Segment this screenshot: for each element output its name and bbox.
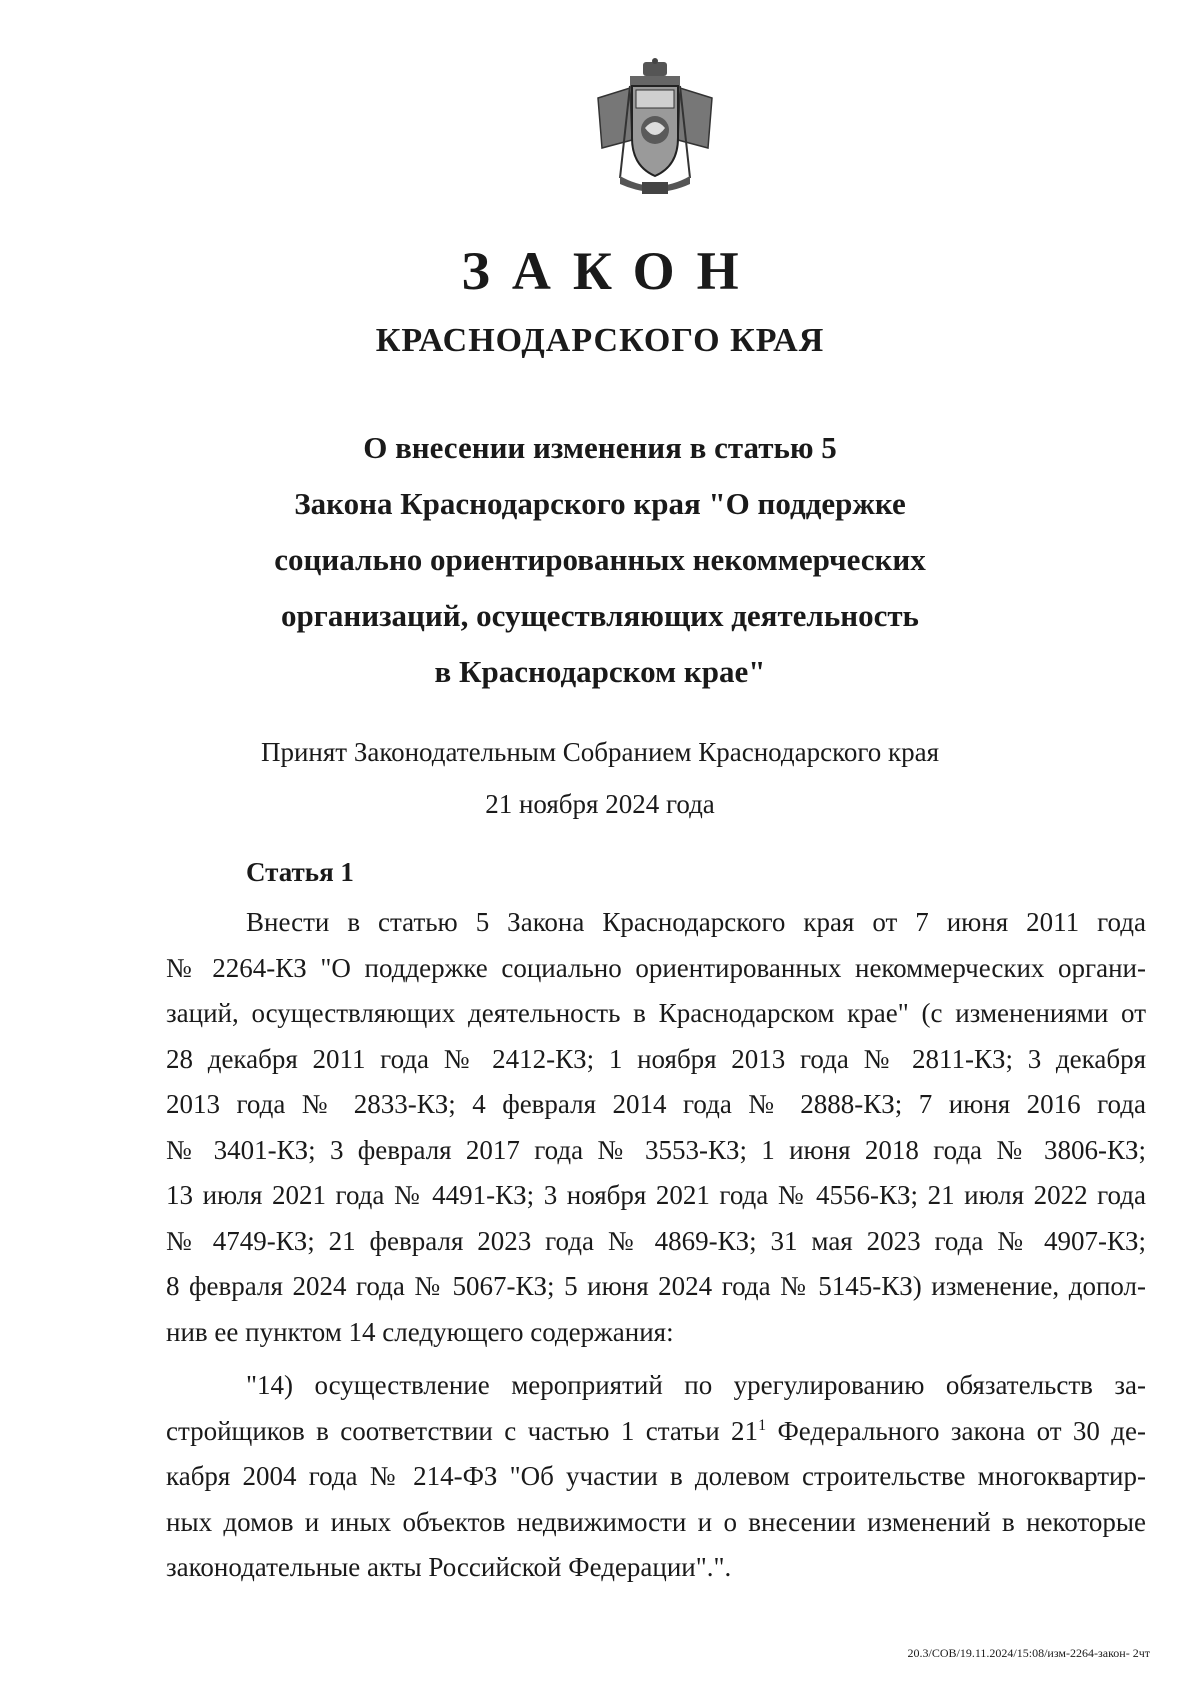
paragraph-line: 28 декабря 2011 года № 2412-КЗ; 1 ноября 2013 года № 2811-КЗ; 3 декабря (166, 1043, 1146, 1074)
krasnodar-coat-of-arms-icon (590, 58, 720, 198)
paragraph-line: Внести в статью 5 Закона Краснодарского края от 7 июня 2011 года (246, 907, 1146, 937)
paragraph-line: заций, осуществляющих деятельность в Краснодарском крае" (с изменениями от (166, 998, 1146, 1028)
law-title-line: организаций, осуществляющих деятельность (281, 598, 919, 633)
superscript-index: 1 (758, 1416, 767, 1434)
paragraph-line: кабря 2004 года № 214-ФЗ "Об участии в долевом строительстве многоквартир- (166, 1461, 1146, 1491)
paragraph-line: № 4749-КЗ; 21 февраля 2023 года № 4869-КЗ; 31 мая 2023 года № 4907-КЗ; (166, 1225, 1146, 1256)
law-title (0, 420, 1200, 700)
paragraph-line: законодательные акты Российской Федерации".". (166, 1552, 732, 1582)
law-title-line: О внесении изменения в статью 5 (363, 430, 837, 465)
article-heading: Статья 1 (246, 857, 354, 887)
paragraph-line: 13 июля 2021 года № 4491-КЗ; 3 ноября 2021 года № 4556-КЗ; 21 июля 2022 года (166, 1180, 1146, 1210)
law-title-line: социально ориентированных некоммерческих (274, 542, 926, 577)
paragraph-line: 2013 года № 2833-КЗ; 4 февраля 2014 года № 2888-КЗ; 7 июня 2016 года (166, 1089, 1146, 1119)
adoption-body: Принят Законодательным Собранием Краснодарского края (260, 737, 940, 767)
paragraph-line: ных домов и иных объектов недвижимости и о внесении изменений в некоторые (166, 1506, 1146, 1537)
paragraph-fragment: стройщиков в соответствии с частью 1 статьи 21 (166, 1415, 759, 1446)
paragraph-line-with-superscript (166, 1409, 1146, 1455)
adoption-date: 21 ноября 2024 года (485, 789, 715, 819)
adoption-note (0, 726, 1200, 830)
law-title-line: Закона Краснодарского края "О поддержке (294, 486, 906, 521)
document-code: 20.3/СОВ/19.11.2024/15:08/изм-2264-закон- 2чт (907, 1646, 1150, 1660)
paragraph-line: нив ее пунктом 14 следующего содержания: (166, 1316, 674, 1347)
region-heading: КРАСНОДАРСКОГО КРАЯ (375, 322, 825, 359)
paragraph-line: № 3401-КЗ; 3 февраля 2017 года № 3553-КЗ; 1 июня 2018 года № 3806-КЗ; (166, 1134, 1146, 1165)
paragraph-line: "14) осуществление мероприятий по урегулированию обязательств за- (246, 1370, 1146, 1400)
paragraph-line: № 2264-КЗ "О поддержке социально ориентированных некоммерческих органи- (166, 952, 1146, 983)
law-title-line: в Краснодарском крае" (434, 654, 766, 689)
paragraph-fragment: Федерального закона от 30 де- (766, 1415, 1146, 1446)
article-body (166, 900, 1146, 1591)
paragraph-line: 8 февраля 2024 года № 5067-КЗ; 5 июня 2024 года № 5145-КЗ) изменение, допол- (166, 1271, 1146, 1301)
law-heading: ЗАКОН (461, 241, 761, 301)
